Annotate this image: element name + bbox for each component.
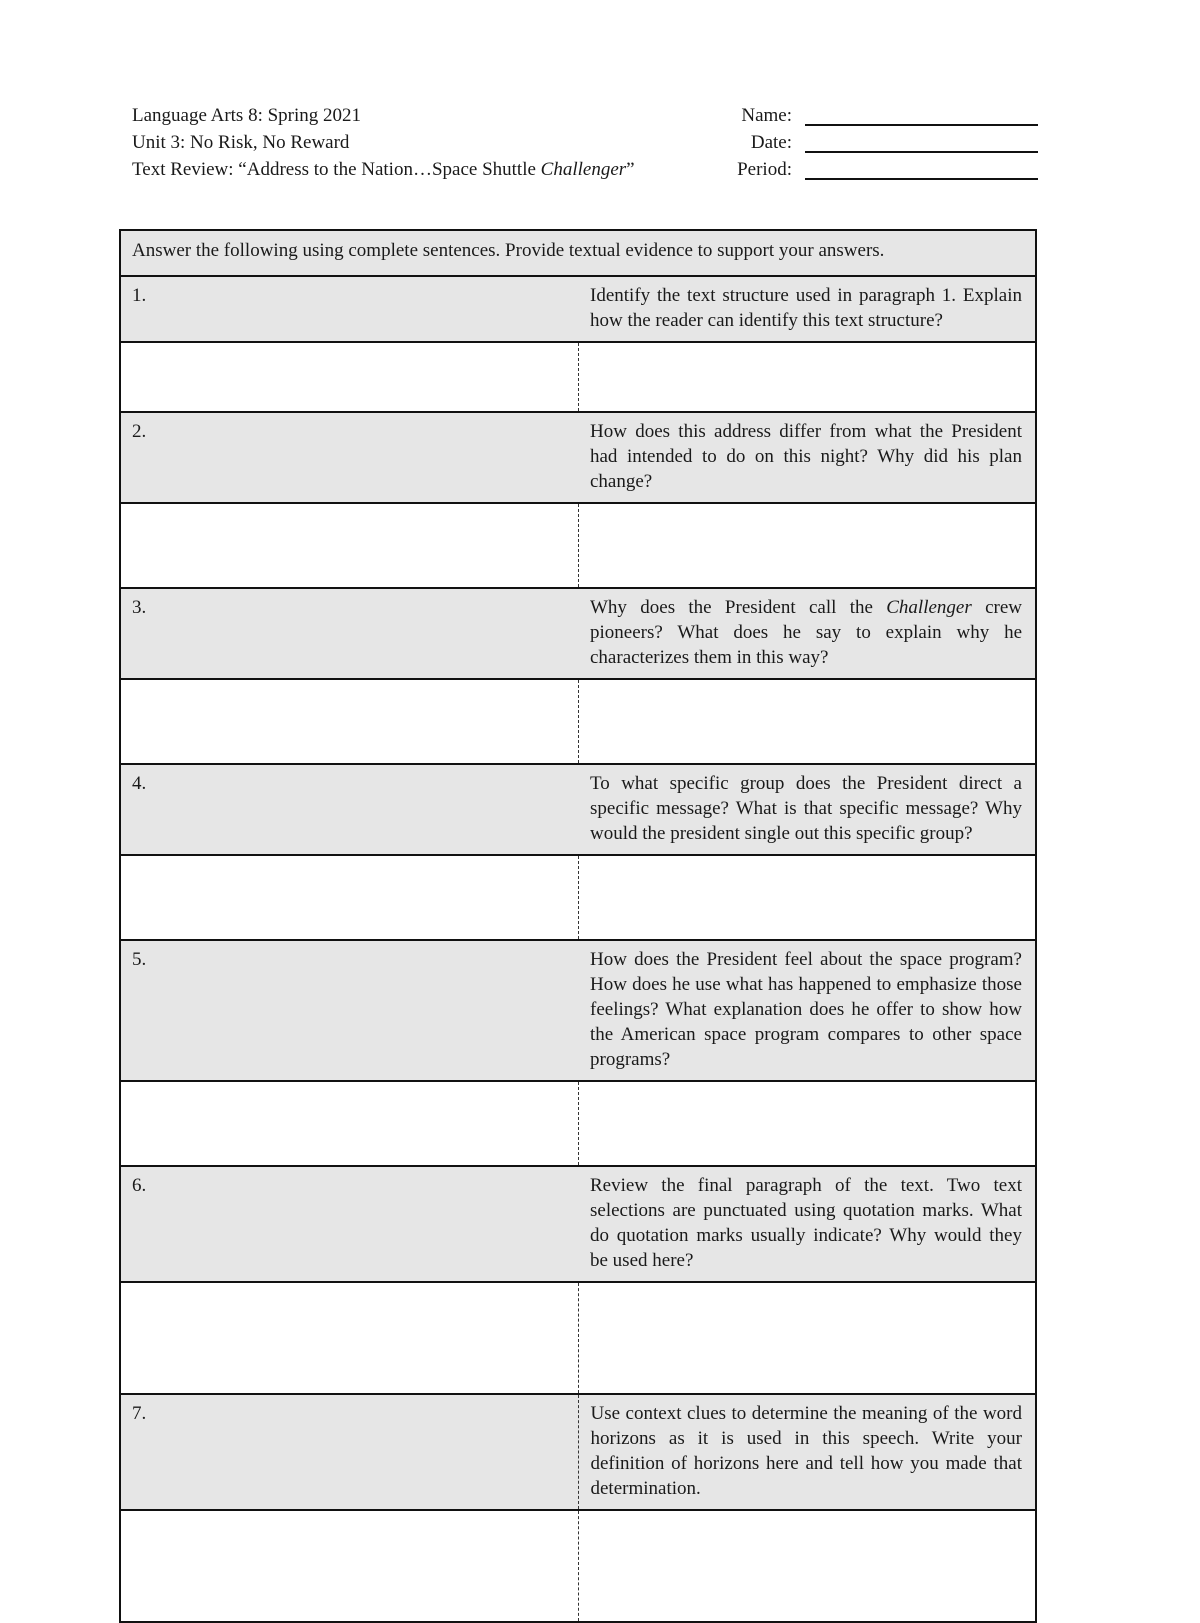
date-blank-line[interactable] — [805, 151, 1038, 153]
header-row-course — [132, 102, 1038, 129]
question-number: 5. — [120, 940, 578, 1081]
answer-row-6 — [120, 1282, 1036, 1394]
answer-margin — [120, 342, 578, 412]
question-text: How does the President feel about the space program? How does he use what has happened to emphasize those feelings? What explanation does he offer to show how the American space program compares to other space programs? — [578, 940, 1036, 1081]
answer-row-3 — [120, 679, 1036, 764]
question-text-post: crew pioneers? What does he say to explain why he characterizes them in this way? — [590, 597, 1022, 668]
question-table — [119, 229, 1037, 1623]
instructions-row — [120, 230, 1036, 276]
question-row-7 — [120, 1394, 1036, 1510]
worksheet-header — [132, 102, 1038, 183]
question-text: Review the final paragraph of the text. Two text selections are punctuated using quotation marks. What do quotation marks usually indicate? Why would they be used here? — [578, 1166, 1036, 1282]
question-number: 7. — [120, 1394, 578, 1510]
question-row-3 — [120, 588, 1036, 679]
period-blank-line[interactable] — [805, 178, 1038, 180]
question-number: 6. — [120, 1166, 578, 1282]
text-review-italic: Challenger — [540, 159, 627, 180]
name-blank-line[interactable] — [805, 124, 1038, 126]
name-label: Name: — [741, 105, 792, 126]
header-row-unit — [132, 129, 1038, 156]
period-label: Period: — [737, 159, 792, 180]
text-review-suffix: ” — [626, 159, 635, 180]
answer-area-5[interactable] — [578, 1081, 1036, 1166]
text-review-prefix: Text Review: “Address to the Nation…Space Shuttle — [132, 159, 541, 180]
question-number: 4. — [120, 764, 578, 855]
date-label: Date: — [750, 132, 792, 153]
question-row-2 — [120, 412, 1036, 503]
question-number: 1. — [120, 276, 578, 342]
answer-margin — [120, 1081, 578, 1166]
header-row-text-review — [132, 156, 1038, 183]
question-text: How does this address differ from what the President had intended to do on this night? Why did his plan change? — [578, 412, 1036, 503]
answer-margin — [120, 679, 578, 764]
question-text: Identify the text structure used in paragraph 1. Explain how the reader can identify this text structure? — [578, 276, 1036, 342]
answer-row-1 — [120, 342, 1036, 412]
answer-area-6[interactable] — [578, 1282, 1036, 1394]
question-text: To what specific group does the President direct a specific message? What is that specific message? Why would the president single out this specific group? — [578, 764, 1036, 855]
answer-margin — [120, 1510, 578, 1622]
question-text — [578, 588, 1036, 679]
answer-margin — [120, 1282, 578, 1394]
text-review-title — [132, 156, 635, 183]
answer-area-3[interactable] — [578, 679, 1036, 764]
question-number: 2. — [120, 412, 578, 503]
answer-area-7[interactable] — [578, 1510, 1036, 1622]
instructions-text: Answer the following using complete sentences. Provide textual evidence to support your answers. — [120, 230, 1036, 276]
answer-margin — [120, 855, 578, 940]
question-row-5 — [120, 940, 1036, 1081]
question-text-italic: Challenger — [886, 597, 972, 618]
question-number: 3. — [120, 588, 578, 679]
question-text: Use context clues to determine the meaning of the word horizons as it is used in this speech. Write your definition of horizons here and tell how you made that determination. — [578, 1394, 1036, 1510]
question-row-4 — [120, 764, 1036, 855]
answer-row-5 — [120, 1081, 1036, 1166]
answer-row-7 — [120, 1510, 1036, 1622]
answer-margin — [120, 503, 578, 588]
answer-row-4 — [120, 855, 1036, 940]
answer-area-2[interactable] — [578, 503, 1036, 588]
answer-row-2 — [120, 503, 1036, 588]
question-text-pre: Why does the President call the — [590, 597, 887, 618]
answer-area-4[interactable] — [578, 855, 1036, 940]
unit-title: Unit 3: No Risk, No Reward — [132, 132, 350, 153]
answer-area-1[interactable] — [578, 342, 1036, 412]
question-row-1 — [120, 276, 1036, 342]
question-row-6 — [120, 1166, 1036, 1282]
course-title: Language Arts 8: Spring 2021 — [132, 105, 362, 126]
